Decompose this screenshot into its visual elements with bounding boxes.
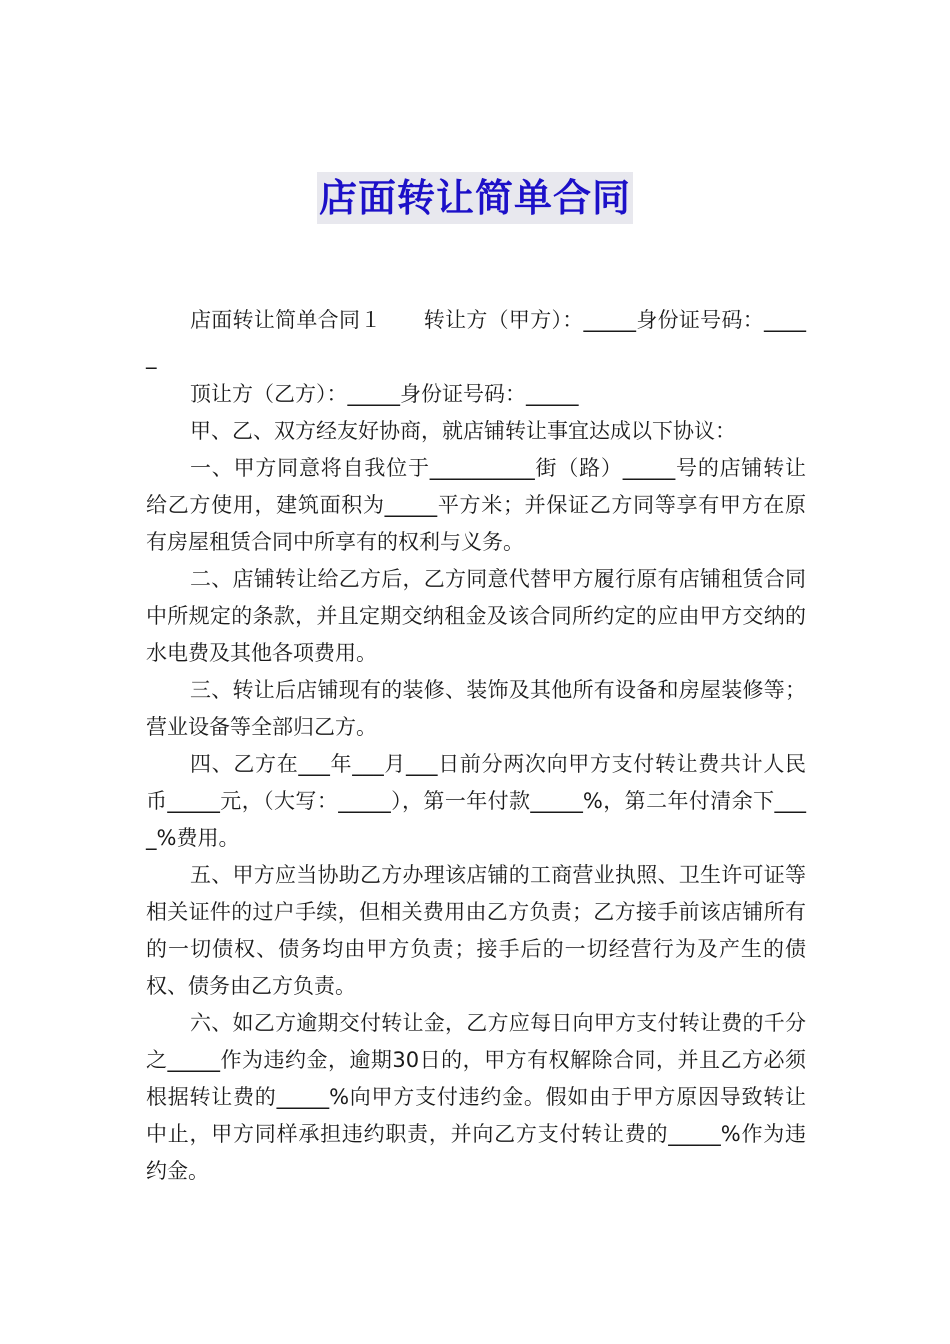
header-paragraph (146, 302, 806, 376)
clause-6-paragraph: 六、如乙方逾期交付转让金，乙方应每日向甲方支付转让费的千分之_____作为违约金，逾期30日的，甲方有权解除合同，并且乙方必须根据转让费的_____%向甲方支付违约金。假如由于甲方原因导致转让中止，甲方同样承担违约职责，并向乙方支付转让费的_____%作为违约金。 (146, 1011, 806, 1183)
clause-1-paragraph: 一、甲方同意将自我位于__________街（路）_____号的店铺转让给乙方使用，建筑面积为_____平方米；并保证乙方同等享有甲方在原有房屋租赁合同中所享有的权利与义务。 (146, 456, 806, 554)
agreement-intro-paragraph: 甲、乙、双方经友好协商，就店铺转让事宜达成以下协议： (190, 419, 736, 443)
contract-heading: 店面转让简单合同１ (190, 308, 382, 332)
party-a-line: 转让方（甲方）：_____身份证号码：_____ (146, 308, 807, 369)
contract-body (146, 302, 806, 1190)
party-b-paragraph: 顶让方（乙方）：_____身份证号码：_____ (190, 382, 579, 406)
clause-4-paragraph: 四、乙方在___年___月___日前分两次向甲方支付转让费共计人民币_____元，（大写：_____），第一年付款_____%，第二年付清余下____%费用。 (146, 752, 806, 850)
title-container (0, 172, 950, 224)
clause-5-paragraph: 五、甲方应当协助乙方办理该店铺的工商营业执照、卫生许可证等相关证件的过户手续，但相关费用由乙方负责；乙方接手前该店铺所有的一切债权、债务均由甲方负责；接手后的一切经营行为及产生的债权、债务由乙方负责。 (146, 863, 806, 998)
clause-2-paragraph: 二、店铺转让给乙方后，乙方同意代替甲方履行原有店铺租赁合同中所规定的条款，并且定期交纳租金及该合同所约定的应由甲方交纳的水电费及其他各项费用。 (146, 567, 806, 665)
clause-3-paragraph: 三、转让后店铺现有的装修、装饰及其他所有设备和房屋装修等；营业设备等全部归乙方。 (146, 678, 806, 739)
document-title: 店面转让简单合同 (317, 172, 633, 224)
